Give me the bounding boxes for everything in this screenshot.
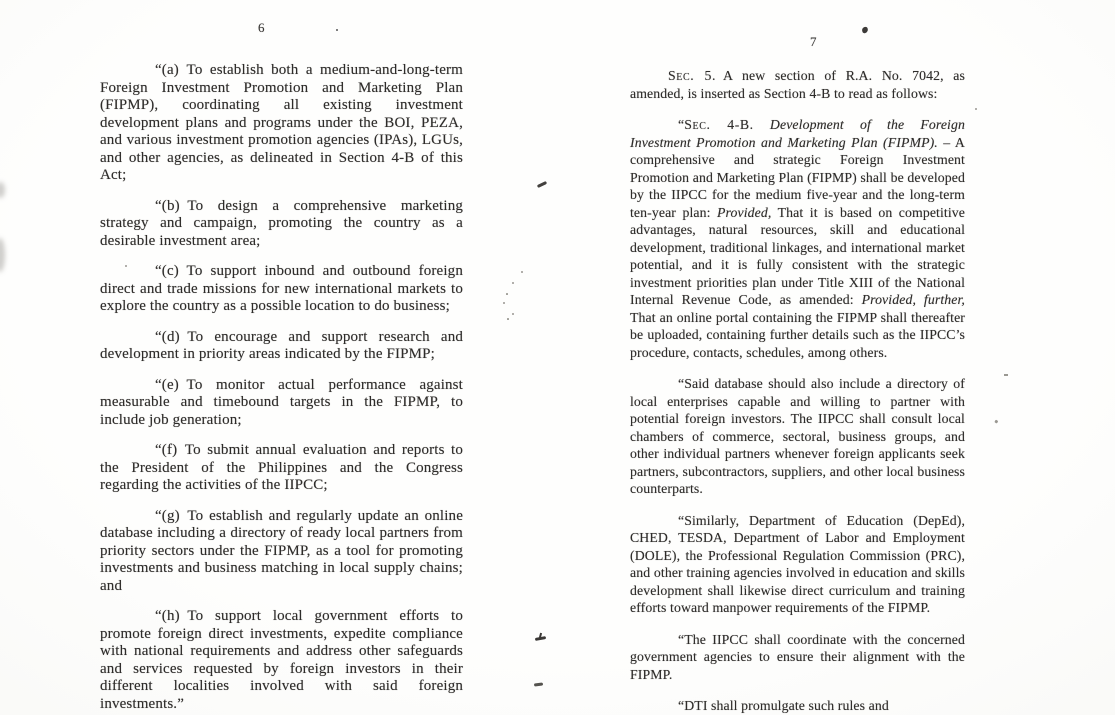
scan-speck [507,318,509,320]
scan-speck [506,293,508,295]
text-run: “(h) To support local government efforts to promote foreign direct investments, expedite compliance with national requirements and address other safeguards and services requested by foreign investors in their different localities involved with said foreign investments.” [100,608,463,712]
page-number-left: 6 [258,20,265,35]
paragraph [100,263,463,316]
paragraph [630,375,965,498]
scan-speck [503,302,505,304]
text-run: “ [678,117,685,132]
paragraph [100,198,463,251]
text-run [754,117,770,132]
text-run: “(c) To support inbound and outbound foreign direct and trade missions for new international markets to explore the country as a possible location to do business; [100,263,463,314]
scan-speck [535,636,546,641]
paragraph [630,697,965,715]
scan-smudge [0,238,5,272]
scan-speck [512,282,514,284]
scan-speck [512,313,514,315]
text-run: “(b) To design a comprehensive marketing strategy and campaign, promoting the country as a desirable investment area; [100,197,463,249]
scan-speck [336,29,338,31]
text-run: That it is based on competitive advantages, natural resources, skill and educational development, traditional linkages, and international market potential, and it is fully consistent with the strategic investment priorities plan under Title XIII of the National Internal Revenue Code, as amended: [630,204,965,307]
scan-speck [1004,374,1008,376]
text-run: Sec. 5. [668,68,717,83]
paragraph [100,377,463,430]
paragraph [100,442,463,495]
text-run: – A comprehensive and strategic Foreign Investment Promotion and Marketing Plan (FIPMP) shall be developed by the IIPCC for the medium five-year and the long-term ten-year plan: [630,134,965,220]
page-left-body [100,62,463,715]
text-run: “(f) To submit annual evaluation and reports to the President of the Philippines and the Congress regarding the activities of the IIPCC; [100,442,463,493]
scan-speck [975,108,977,110]
page-number-right: 7 [810,34,817,49]
text-run: “(e) To monitor actual performance against measurable and timebound targets in the FIPMP, to include job generation; [100,376,463,428]
text-run: Development of the Foreign Investment Promotion and Marketing Plan (FIPMP). [630,117,965,150]
scan-speck [861,26,869,34]
text-run: That an online portal containing the FIPMP shall thereafter be uploaded, containing further details such as the IIPCC’s procedure, contacts, schedules, among others. [630,309,965,360]
scan-smudge [0,182,5,198]
text-run: A new section of R.A. No. 7042, as amended, is inserted as Section 4-B to read as follows: [630,68,965,101]
paragraph [630,631,965,684]
text-run: “(d) To encourage and support research and development in priority areas indicated by the FIPMP; [100,328,463,362]
paragraph [100,508,463,596]
text-run: Provided, further, [861,292,965,307]
scan-speck [125,265,127,267]
text-run: Provided, [717,204,772,220]
text-run: “(a) To establish both a medium-and-long-term Foreign Investment Promotion and Marketing Plan (FIPMP), coordinating all existing investment development plans and programs under the BOI, PEZA, and various investment promotion agencies (IPAs), LGUs, and other agencies, as delineated in Section 4-B of this Act; [100,62,463,183]
text-run: “The IIPCC shall coordinate with the concerned government agencies to ensure their alignment with the FIPMP. [630,631,965,682]
page-right-body [630,67,965,715]
scan-speck [995,420,998,423]
text-run: “DTI shall promulgate such rules and [678,698,889,713]
scan-speck [534,682,543,686]
text-run: “Said database should also include a directory of local enterprises capable and willing to partner with potential foreign investors. The IIPCC shall consult local chambers of commerce, sectoral, business groups, and other individual partners whenever foreign applicants seek partners, subcontractors, suppliers, and other local business counterparts. [630,376,965,496]
paragraph [630,512,965,617]
text-run: “(g) To establish and regularly update an online database including a directory of ready local partners from priority sectors under the FIPMP, as a tool for promoting investments and business matching in local supply chains; and [100,507,463,594]
paragraph [100,329,463,364]
paragraph [100,62,463,185]
text-run: “Similarly, Department of Education (DepEd), CHED, TESDA, Department of Labor and Employment (DOLE), the Professional Regulation Commission (PRC), and other training agencies involved in education and skills development shall likewise direct curriculum and training efforts toward manpower requirements of the FIPMP. [630,512,965,615]
paragraph [630,67,965,102]
scan-speck [521,271,523,273]
paragraph [630,116,965,361]
text-run: Sec. 4-B. [684,117,754,132]
paragraph [100,608,463,713]
scan-speck [537,181,547,188]
